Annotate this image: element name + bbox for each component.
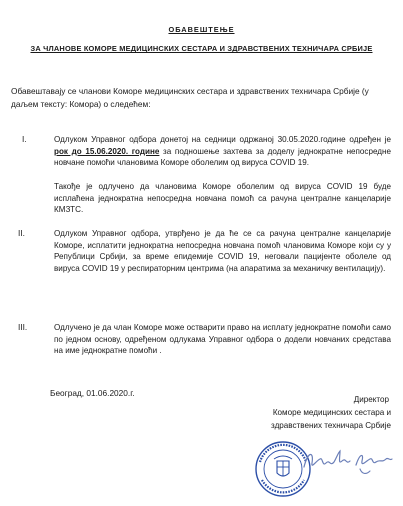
section-1-text-b: за подношење захтева за доделу једнократне непосредне новчане помоћи члановима Коморе оболелим од вируса COVID 19. bbox=[54, 146, 391, 168]
deadline-highlight: рок до 15.06.2020. године bbox=[54, 146, 160, 156]
signatory-org-line-1: Коморе медицинских сестара и bbox=[272, 408, 391, 418]
signatory-block bbox=[270, 393, 391, 433]
section-1-paragraph-2: Такође је одлучено да члановима Коморе оболелим од вируса COVID 19 буде исплаћена једнократна непосредна новчана помоћ са рачуна централне канцеларије КМЗТС. bbox=[54, 182, 391, 215]
signatory-role: Директор bbox=[353, 395, 389, 404]
handwritten-signature-icon bbox=[300, 447, 396, 477]
document-subtitle: ЗА ЧЛАНОВЕ КОМОРЕ МЕДИЦИНСКИХ СЕСТАРА И ЗДРАВСТВЕНИХ ТЕХНИЧАРА СРБИЈЕ bbox=[30, 44, 373, 53]
place-and-date: Београд, 01.06.2020.г. bbox=[50, 388, 135, 398]
section-2-paragraph: Одлуком Управног одбора, утврђено је да ће се са рачуна централне канцеларије Коморе, исплатити једнократна непосредна новчана помоћ члановима Коморе који су у Републици Србији, за време епидемије COVID 19, неговали пацијенте оболеле од вируса COVID 19 у респираторним центрима (на апаратима за механичку вентилацију). bbox=[54, 229, 391, 273]
section-1-number: I. bbox=[22, 134, 27, 144]
section-2-number: II. bbox=[18, 228, 25, 238]
intro-paragraph: Обавештавају се чланови Коморе медицинских сестара и здравствених техничара Србије (у даљем тексту: Комора) о следећем: bbox=[11, 86, 369, 109]
section-1-text-a: Одлуком Управног одбора донетој на седници одржаној 30.05.2020.године одређен је bbox=[54, 135, 391, 144]
section-3-number: III. bbox=[18, 322, 28, 332]
section-3-paragraph: Одлучено је да члан Коморе може остварити право на исплату једнократне помоћи само по једном основу, одређеном одлукама Управног одбора о додели новчаних средстава на име једнократне помоћи . bbox=[54, 323, 391, 356]
document-title: ОБАВЕШТЕЊЕ bbox=[168, 25, 235, 34]
signatory-org-line-2: здравствених техничара Србије bbox=[271, 421, 391, 431]
section-1-paragraph-1 bbox=[54, 134, 391, 169]
